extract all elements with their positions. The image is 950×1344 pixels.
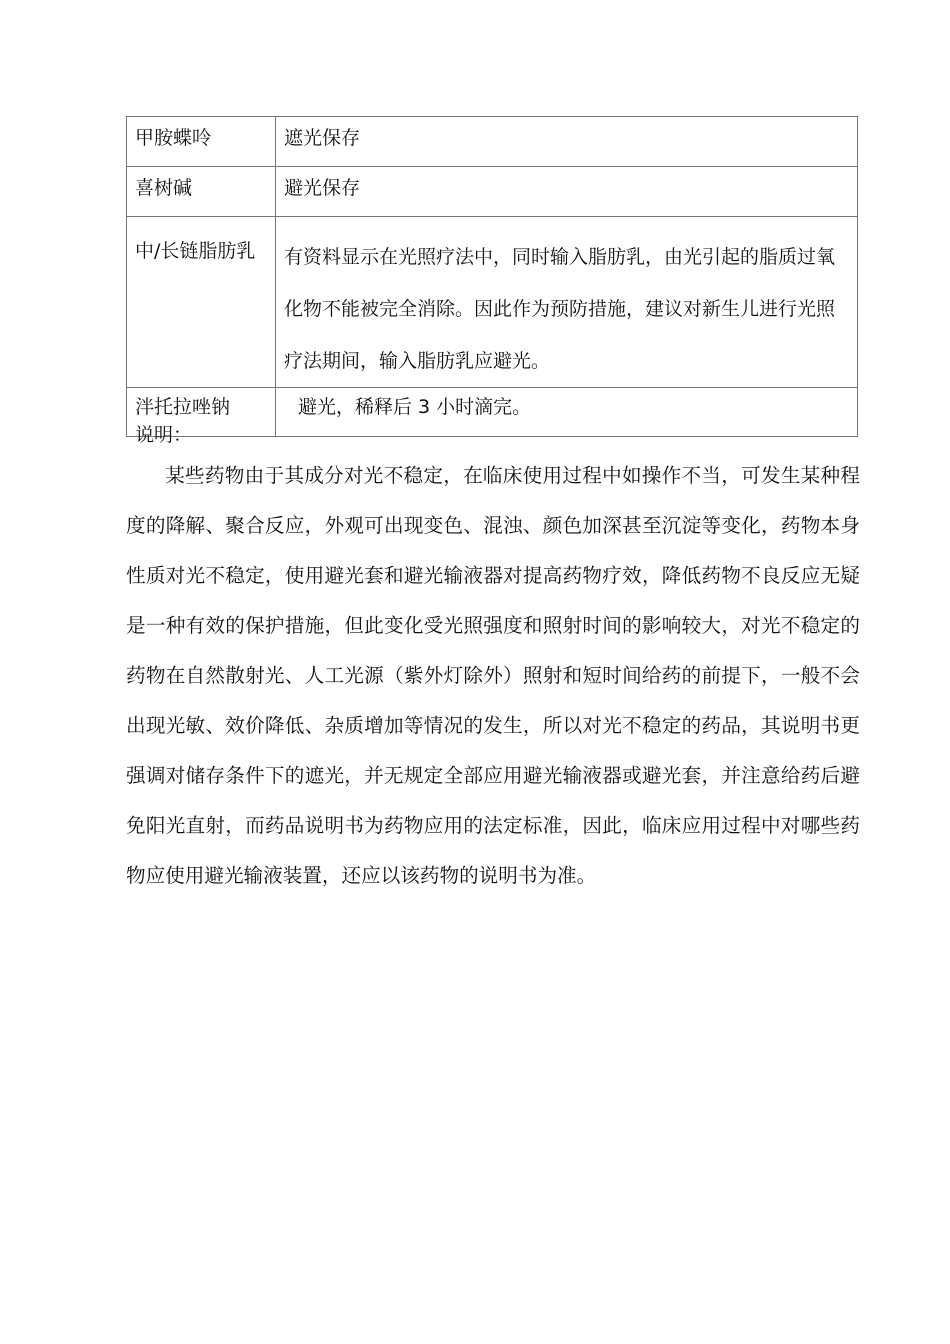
drug-name: 中/长链脂肪乳	[135, 240, 256, 262]
storage-note-cell	[276, 167, 858, 217]
storage-note-cell	[276, 217, 858, 388]
drug-name: 喜树碱	[135, 177, 193, 199]
explanation-label: 说明：	[135, 424, 193, 446]
drug-storage-table	[126, 116, 858, 437]
storage-note: 有资料显示在光照疗法中，同时输入脂肪乳，由光引起的脂质过氧化物不能被完全消除。因此作为预防措施，建议对新生儿进行光照疗法期间，输入脂肪乳应避光。	[284, 246, 836, 372]
storage-note-cell	[276, 117, 858, 167]
drug-name-cell	[127, 117, 276, 167]
explanation-paragraph: 某些药物由于其成分对光不稳定，在临床使用过程中如操作不当，可发生某种程度的降解、聚合反应，外观可出现变色、混浊、颜色加深甚至沉淀等变化，药物本身性质对光不稳定，使用避光套和避光输液器对提高药物疗效，降低药物不良反应无疑是一种有效的保护措施，但此变化受光照强度和照射时间的影响较大，对光不稳定的药物在自然散射光、人工光源（紫外灯除外）照射和短时间给药的前提下，一般不会出现光敏、效价降低、杂质增加等情况的发生，所以对光不稳定的药品，其说明书更强调对储存条件下的遮光，并无规定全部应用避光输液器或避光套，并注意给药后避免阳光直射，而药品说明书为药物应用的法定标准，因此，临床应用过程中对哪些药物应使用避光输液装置，还应以该药物的说明书为准。	[126, 464, 860, 887]
table-row	[127, 117, 858, 167]
table-row	[127, 217, 858, 388]
storage-note: 遮光保存	[284, 127, 361, 149]
storage-note: 避光，稀释后 3 小时滴完。	[298, 396, 532, 418]
table-row	[127, 167, 858, 217]
storage-note: 避光保存	[284, 177, 361, 199]
drug-name: 甲胺蝶呤	[135, 127, 212, 149]
drug-name: 泮托拉唑钠	[135, 396, 231, 418]
storage-note-cell	[276, 388, 858, 437]
drug-name-cell	[127, 217, 276, 388]
table-row	[127, 388, 858, 437]
drug-name-cell	[127, 167, 276, 217]
